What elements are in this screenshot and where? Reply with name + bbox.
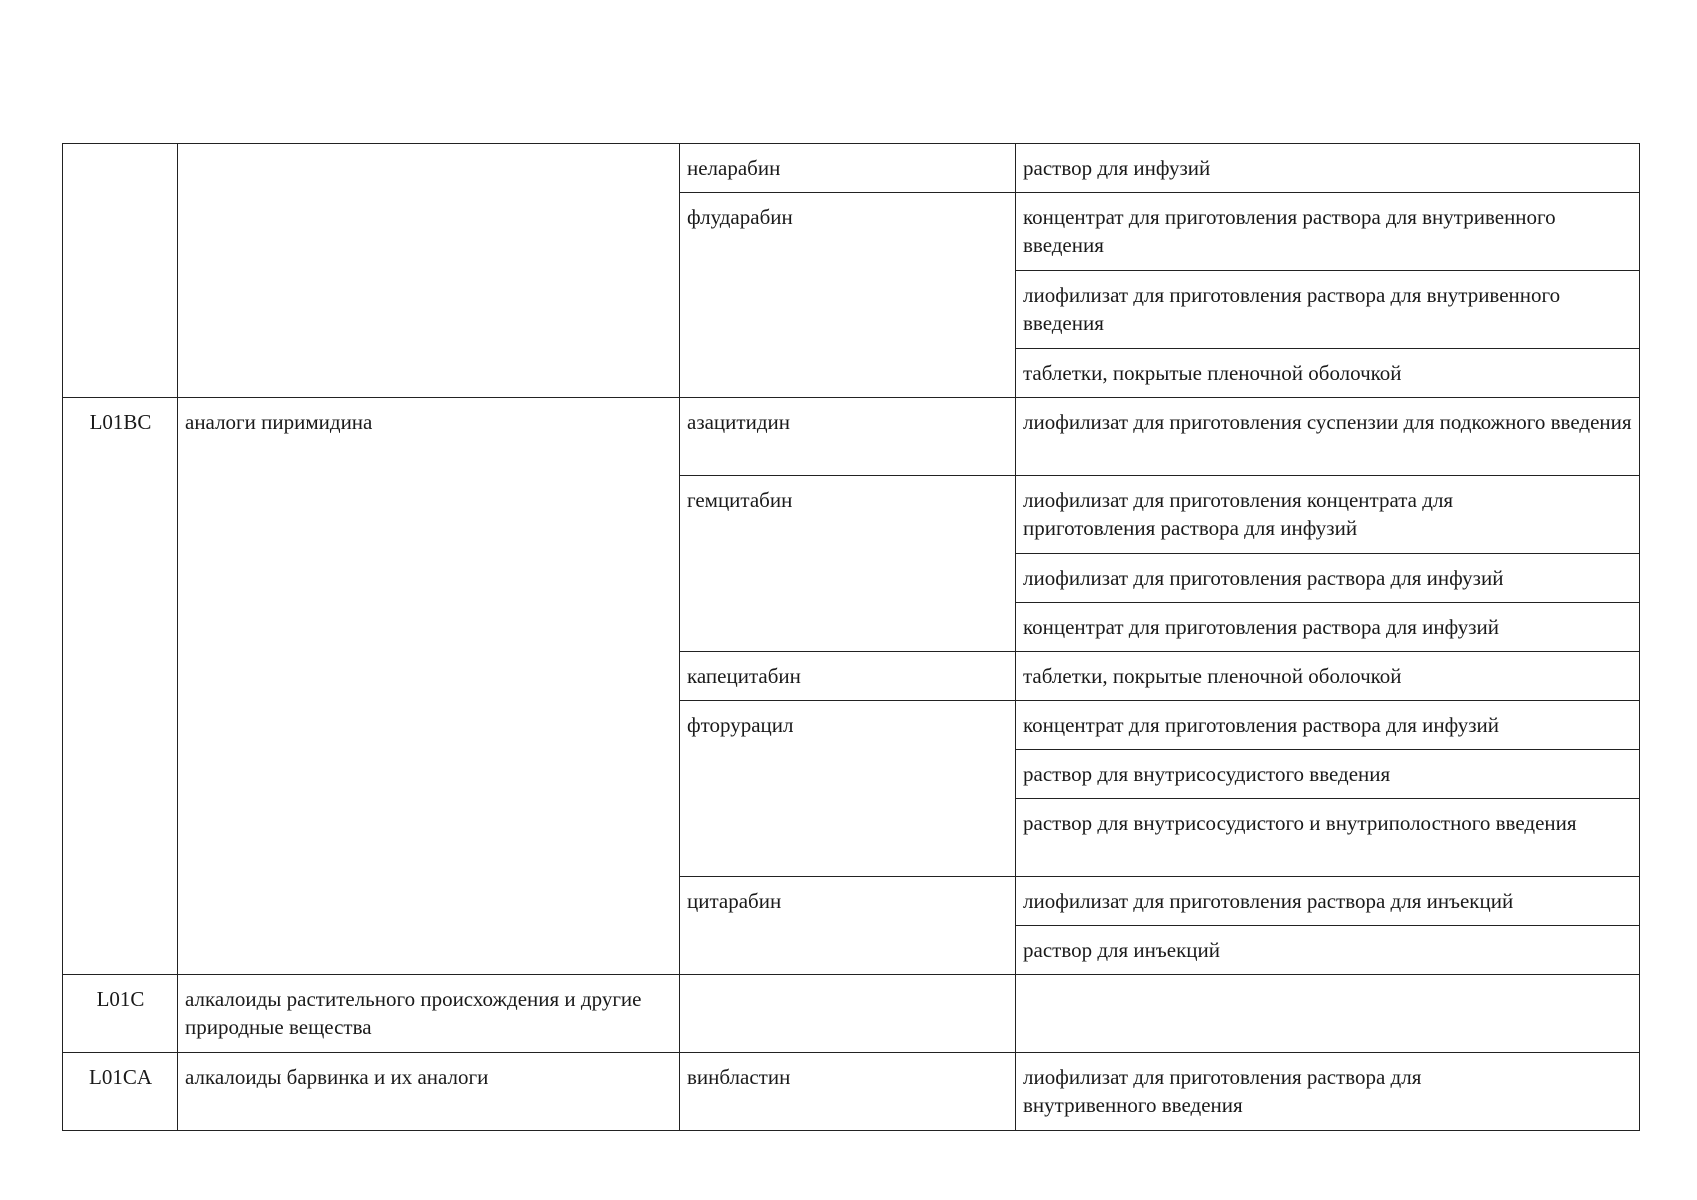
dosage-form-cell: раствор для внутрисосудистого и внутриполостного введения — [1016, 799, 1640, 877]
table-row — [63, 975, 1640, 1053]
dosage-form-cell: лиофилизат для приготовления раствора для внутривенного введения — [1016, 271, 1640, 349]
dosage-form-cell: раствор для инфузий — [1016, 144, 1640, 193]
table-row — [63, 398, 1640, 476]
drug-name-cell: неларабин — [680, 144, 1016, 193]
drug-table — [62, 143, 1640, 1131]
atc-code-cell: L01BC — [63, 398, 178, 975]
dosage-form-cell: таблетки, покрытые пленочной оболочкой — [1016, 652, 1640, 701]
dosage-form-text: лиофилизат для приготовления раствора для внутривенного введения — [1023, 1065, 1422, 1117]
dosage-form-cell: концентрат для приготовления раствора для внутривенного введения — [1016, 193, 1640, 271]
drug-name-cell: флударабин — [680, 193, 1016, 398]
dosage-form-cell: таблетки, покрытые пленочной оболочкой — [1016, 349, 1640, 398]
dosage-form-cell: концентрат для приготовления раствора для инфузий — [1016, 603, 1640, 652]
drug-name-cell: капецитабин — [680, 652, 1016, 701]
dosage-form-cell: концентрат для приготовления раствора для инфузий — [1016, 701, 1640, 750]
drug-name-cell: винбластин — [680, 1053, 1016, 1131]
atc-code-cell: L01C — [63, 975, 178, 1053]
drug-name-cell — [680, 975, 1016, 1053]
dosage-form-text: лиофилизат для приготовления концентрата для приготовления раствора для инфузий — [1023, 488, 1454, 540]
dosage-form-cell — [1016, 975, 1640, 1053]
drug-name-cell: фторурацил — [680, 701, 1016, 877]
group-name-cell: алкалоиды растительного происхождения и другие природные вещества — [178, 975, 680, 1053]
dosage-form-cell: раствор для внутрисосудистого введения — [1016, 750, 1640, 799]
group-name-cell: алкалоиды барвинка и их аналоги — [178, 1053, 680, 1131]
group-name-cell: аналоги пиримидина — [178, 398, 680, 975]
drug-name-cell: гемцитабин — [680, 476, 1016, 652]
atc-code-cell: L01CA — [63, 1053, 178, 1131]
drug-name-cell: цитарабин — [680, 877, 1016, 975]
dosage-form-cell: лиофилизат для приготовления раствора для инъекций — [1016, 877, 1640, 926]
table-row — [63, 1053, 1640, 1131]
dosage-form-cell: лиофилизат для приготовления суспензии для подкожного введения — [1016, 398, 1640, 476]
dosage-form-cell — [1016, 476, 1640, 554]
dosage-form-cell: раствор для инъекций — [1016, 926, 1640, 975]
table-row — [63, 144, 1640, 193]
dosage-form-cell: лиофилизат для приготовления раствора для инфузий — [1016, 554, 1640, 603]
atc-code-cell — [63, 144, 178, 398]
group-name-cell — [178, 144, 680, 398]
dosage-form-cell — [1016, 1053, 1640, 1131]
drug-name-cell: азацитидин — [680, 398, 1016, 476]
